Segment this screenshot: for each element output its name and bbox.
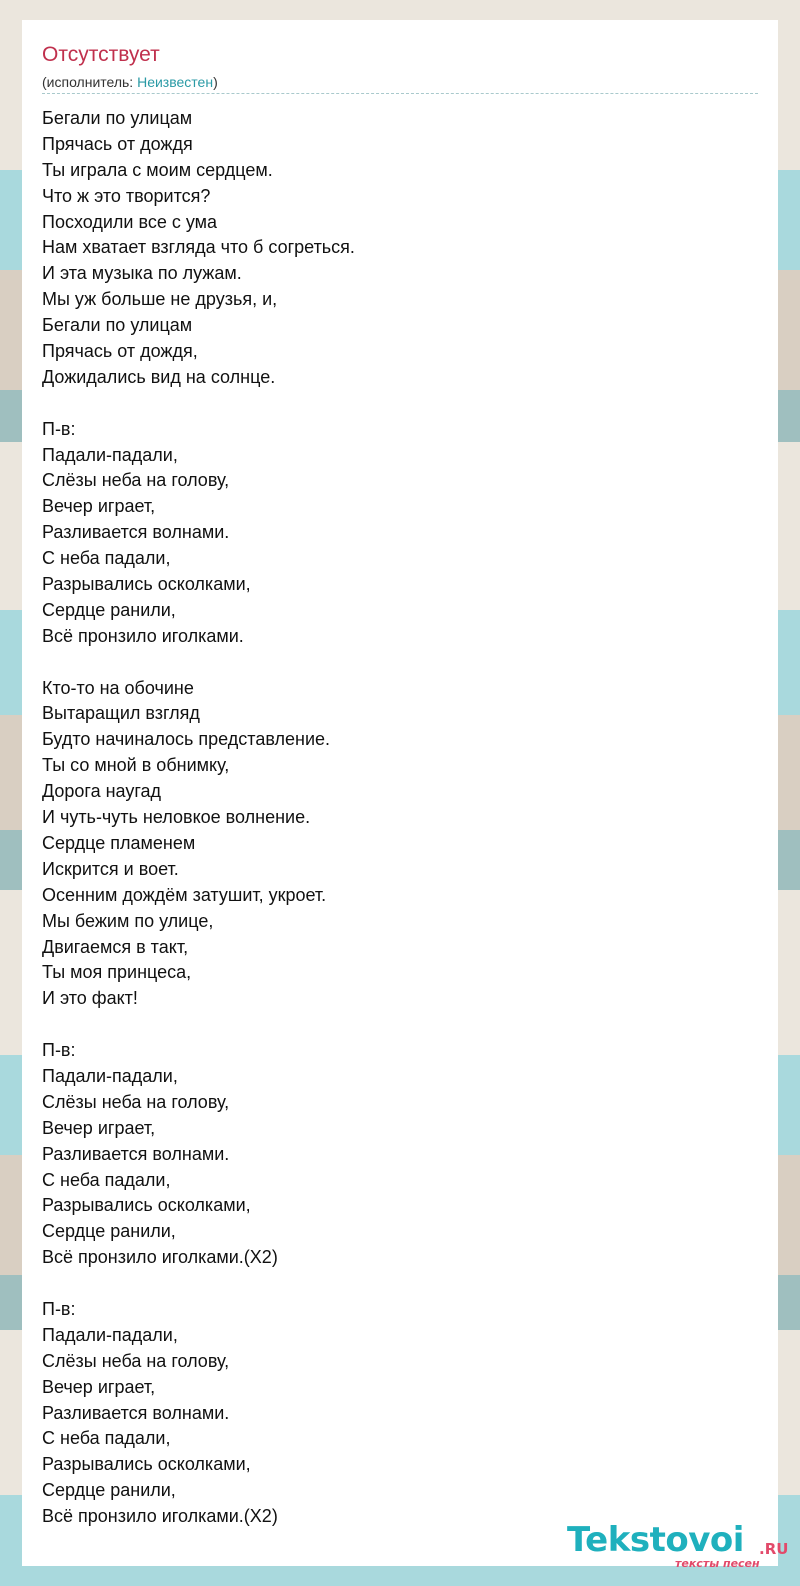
lyric-line: Разрывались осколками, — [42, 574, 251, 595]
lyric-line: С неба падали, — [42, 1428, 171, 1449]
performer-suffix: ) — [213, 74, 218, 90]
lyric-line: Мы бежим по улице, — [42, 910, 214, 931]
lyric-line: С неба падали, — [42, 1169, 171, 1190]
performer-line — [42, 73, 218, 91]
lyric-line: Двигаемся в такт, — [42, 936, 189, 957]
lyric-line: Дожидались вид на солнце. — [42, 366, 276, 387]
lyric-line: И чуть-чуть неловкое волнение. — [42, 807, 311, 828]
lyric-line: Сердце ранили, — [42, 1480, 176, 1501]
lyric-line — [42, 650, 758, 676]
lyric-line: Падали-падали, — [42, 444, 178, 465]
lyric-line: П-в: — [42, 1040, 76, 1061]
lyric-line: Вытаращил взгляд — [42, 703, 200, 724]
lyric-line: И эта музыка по лужам. — [42, 263, 242, 284]
lyric-line: Всё пронзило иголками. — [42, 625, 244, 646]
lyric-line: Будто начиналось представление. — [42, 729, 331, 750]
lyric-line: И это факт! — [42, 988, 138, 1009]
lyric-line: Разрывались осколками, — [42, 1454, 251, 1475]
lyric-line: П-в: — [42, 418, 76, 439]
lyric-line: Осенним дождём затушит, укроет. — [42, 884, 327, 905]
lyric-line: Сердце ранили, — [42, 599, 176, 620]
lyric-line: Слёзы неба на голову, — [42, 1091, 230, 1112]
lyric-line: Прячась от дождя, — [42, 341, 198, 362]
lyric-line: Мы уж больше не друзья, и, — [42, 289, 278, 310]
lyric-line: Прячась от дождя — [42, 133, 193, 154]
lyric-line: Ты играла с моим сердцем. — [42, 159, 273, 180]
lyric-line: Падали-падали, — [42, 1324, 178, 1345]
lyric-line: Вечер играет, — [42, 496, 156, 517]
logo-word: Tekstovoi — [567, 1520, 744, 1560]
lyric-line: Слёзы неба на голову, — [42, 1350, 230, 1371]
lyric-line: Разливается волнами. — [42, 1143, 230, 1164]
lyric-line: Разрывались осколками, — [42, 1195, 251, 1216]
lyric-line: Падали-падали, — [42, 1065, 178, 1086]
lyric-line: Ты моя принцеса, — [42, 962, 192, 983]
lyric-line: Бегали по улицам — [42, 108, 193, 128]
lyric-line: Вечер играет, — [42, 1376, 156, 1397]
lyric-line: Кто-то на обочине — [42, 677, 194, 698]
lyric-line: Нам хватает взгляда что б согреться. — [42, 237, 355, 258]
song-title: Отсутствует — [42, 43, 160, 66]
performer-prefix: (исполнитель: — [42, 74, 138, 90]
lyric-line: Сердце ранили, — [42, 1221, 176, 1242]
performer-link[interactable]: Неизвестен — [137, 74, 214, 90]
lyrics-text — [42, 106, 758, 1530]
lyric-line: П-в: — [42, 1298, 76, 1319]
lyric-line: Разливается волнами. — [42, 1402, 230, 1423]
divider — [42, 93, 758, 94]
lyric-line: Разливается волнами. — [42, 522, 230, 543]
site-logo[interactable] — [567, 1520, 789, 1572]
lyric-line: Сердце пламенем — [42, 832, 196, 853]
lyric-line: Посходили все с ума — [42, 211, 218, 232]
lyric-line: С неба падали, — [42, 548, 171, 569]
lyric-line: Что ж это творится? — [42, 185, 211, 206]
lyric-line: Ты со мной в обнимку, — [42, 755, 230, 776]
lyric-line: Всё пронзило иголками.(Х2) — [42, 1506, 278, 1527]
lyric-line: Вечер играет, — [42, 1117, 156, 1138]
lyric-line — [42, 391, 758, 417]
lyric-line — [42, 1012, 758, 1038]
lyric-line: Искрится и воет. — [42, 858, 179, 879]
lyric-line: Всё пронзило иголками.(Х2) — [42, 1247, 278, 1268]
lyric-line — [42, 1271, 758, 1297]
lyric-line: Бегали по улицам — [42, 315, 193, 336]
logo-tld: .RU — [759, 1540, 789, 1558]
lyric-line: Дорога наугад — [42, 781, 162, 802]
lyric-line: Слёзы неба на голову, — [42, 470, 230, 491]
logo-tagline: тексты песен — [675, 1557, 760, 1570]
lyrics-card — [22, 20, 789, 1570]
